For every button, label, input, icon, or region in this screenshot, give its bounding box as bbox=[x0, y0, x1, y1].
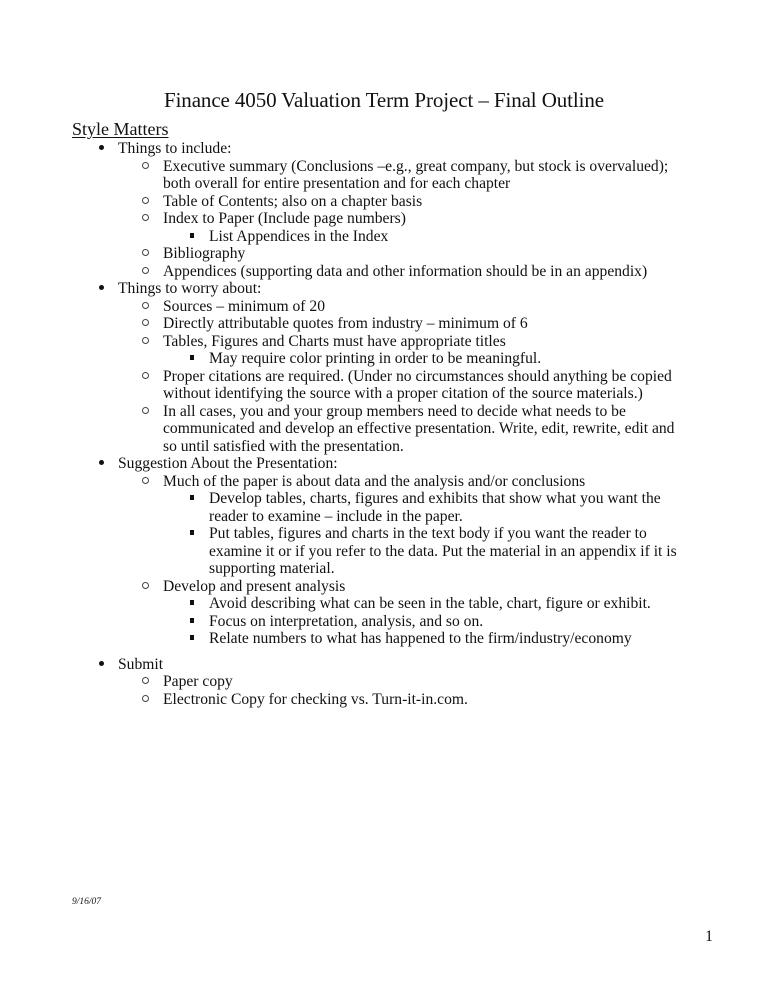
outline-item-label: Bibliography bbox=[163, 245, 246, 262]
outline-item-label: Avoid describing what can be seen in the table, chart, figure or exhibit. bbox=[209, 595, 651, 612]
outline-item-label: Relate numbers to what has happened to the firm/industry/economy bbox=[209, 630, 632, 647]
outline-subitem bbox=[0, 673, 768, 691]
outline-item-suggestion-about-presentation bbox=[0, 455, 768, 473]
outline-subitem bbox=[0, 473, 768, 491]
outline-item-label: Directly attributable quotes from industry – minimum of 6 bbox=[163, 315, 528, 332]
outline-item-label: Paper copy bbox=[163, 673, 233, 690]
outline-subitem bbox=[0, 333, 768, 351]
outline-item-label: Things to worry about: bbox=[118, 280, 262, 297]
bullet-circle-icon bbox=[139, 473, 151, 491]
outline-subsubitem bbox=[0, 630, 768, 648]
bullet-circle-icon bbox=[139, 193, 151, 211]
outline-subitem bbox=[0, 158, 768, 193]
outline-subsubitem bbox=[0, 490, 768, 525]
outline-item-submit bbox=[0, 656, 768, 674]
bullet-circle-icon bbox=[139, 210, 151, 228]
bullet-disc-icon bbox=[95, 656, 107, 674]
bullet-square-icon bbox=[186, 630, 198, 648]
bullet-square-icon bbox=[186, 228, 198, 246]
outline-subsubitem bbox=[0, 525, 768, 578]
outline-item-label: Table of Contents; also on a chapter basis bbox=[163, 192, 423, 210]
outline-subitem bbox=[0, 403, 768, 456]
outline-subsubitem bbox=[0, 613, 768, 631]
bullet-circle-icon bbox=[139, 263, 151, 281]
outline-item-label: Electronic Copy for checking vs. Turn-it-in.com. bbox=[163, 690, 468, 708]
bullet-circle-icon bbox=[139, 158, 151, 176]
outline-subsubitem bbox=[0, 350, 768, 368]
outline-item-label: Executive summary (Conclusions –e.g., great company, but stock is overvalued); both overall for entire presentation and for each chapter bbox=[163, 157, 669, 192]
outline-item-label: Suggestion About the Presentation: bbox=[118, 455, 338, 472]
bullet-square-icon bbox=[186, 525, 198, 543]
outline-subsubitem bbox=[0, 595, 768, 613]
outline-subitem bbox=[0, 368, 768, 403]
page-number: 1 bbox=[705, 928, 713, 945]
outline-subitem bbox=[0, 245, 768, 263]
bullet-square-icon bbox=[186, 595, 198, 613]
outline-item-label: Tables, Figures and Charts must have appropriate titles bbox=[163, 332, 506, 350]
outline-item-label: Appendices (supporting data and other information should be in an appendix) bbox=[163, 262, 648, 280]
outline-subitem bbox=[0, 298, 768, 316]
bullet-square-icon bbox=[186, 350, 198, 368]
outline-item-label: Sources – minimum of 20 bbox=[163, 297, 325, 315]
outline-subitem bbox=[0, 193, 768, 211]
outline-item-label: Put tables, figures and charts in the text body if you want the reader to examine it or if you refer to the data. Put the material in an appendix if it is supporting material. bbox=[209, 525, 677, 577]
outline-item-label: Index to Paper (Include page numbers) bbox=[163, 210, 406, 227]
outline-item-label: Develop tables, charts, figures and exhibits that show what you want the reader to examine – include in the paper. bbox=[209, 490, 661, 525]
bullet-disc-icon bbox=[95, 140, 107, 158]
bullet-circle-icon bbox=[139, 368, 151, 386]
outline-item-label: In all cases, you and your group members need to decide what needs to be communicated and develop an effective presentation. Write, edit, rewrite, edit and so until satisfied with the presentation. bbox=[163, 402, 675, 455]
bullet-circle-icon bbox=[139, 691, 151, 709]
bullet-square-icon bbox=[186, 490, 198, 508]
outline-subsubitem bbox=[0, 228, 768, 246]
bullet-circle-icon bbox=[139, 333, 151, 351]
outline-subitem bbox=[0, 578, 768, 596]
outline-subitem bbox=[0, 210, 768, 228]
outline-subitem bbox=[0, 263, 768, 281]
bullet-circle-icon bbox=[139, 673, 151, 691]
outline-item-things-to-worry-about bbox=[0, 280, 768, 298]
bullet-disc-icon bbox=[95, 455, 107, 473]
outline-subitem bbox=[0, 691, 768, 709]
bullet-circle-icon bbox=[139, 298, 151, 316]
outline-item-label: Develop and present analysis bbox=[163, 577, 346, 595]
footer-date: 9/16/07 bbox=[72, 897, 102, 907]
outline-item-label: List Appendices in the Index bbox=[209, 227, 389, 245]
outline-item-things-to-include bbox=[0, 140, 768, 158]
outline-item-label: Much of the paper is about data and the analysis and/or conclusions bbox=[163, 472, 586, 490]
outline-item-label: Proper citations are required. (Under no circumstances should anything be copied without identifying the source with a proper citation of the source materials.) bbox=[163, 367, 672, 402]
bullet-circle-icon bbox=[139, 578, 151, 596]
outline-list bbox=[0, 140, 768, 708]
outline-subitem bbox=[0, 315, 768, 333]
bullet-circle-icon bbox=[139, 245, 151, 263]
outline-item-label: May require color printing in order to be meaningful. bbox=[209, 350, 542, 367]
bullet-circle-icon bbox=[139, 403, 151, 421]
outline-item-label: Focus on interpretation, analysis, and so on. bbox=[209, 612, 484, 630]
section-heading-style-matters: Style Matters bbox=[72, 119, 169, 139]
bullet-disc-icon bbox=[95, 280, 107, 298]
outline-item-label: Submit bbox=[118, 655, 164, 673]
bullet-circle-icon bbox=[139, 315, 151, 333]
bullet-square-icon bbox=[186, 613, 198, 631]
outline-item-label: Things to include: bbox=[118, 140, 232, 157]
document-title: Finance 4050 Valuation Term Project – Final Outline bbox=[163, 88, 604, 112]
